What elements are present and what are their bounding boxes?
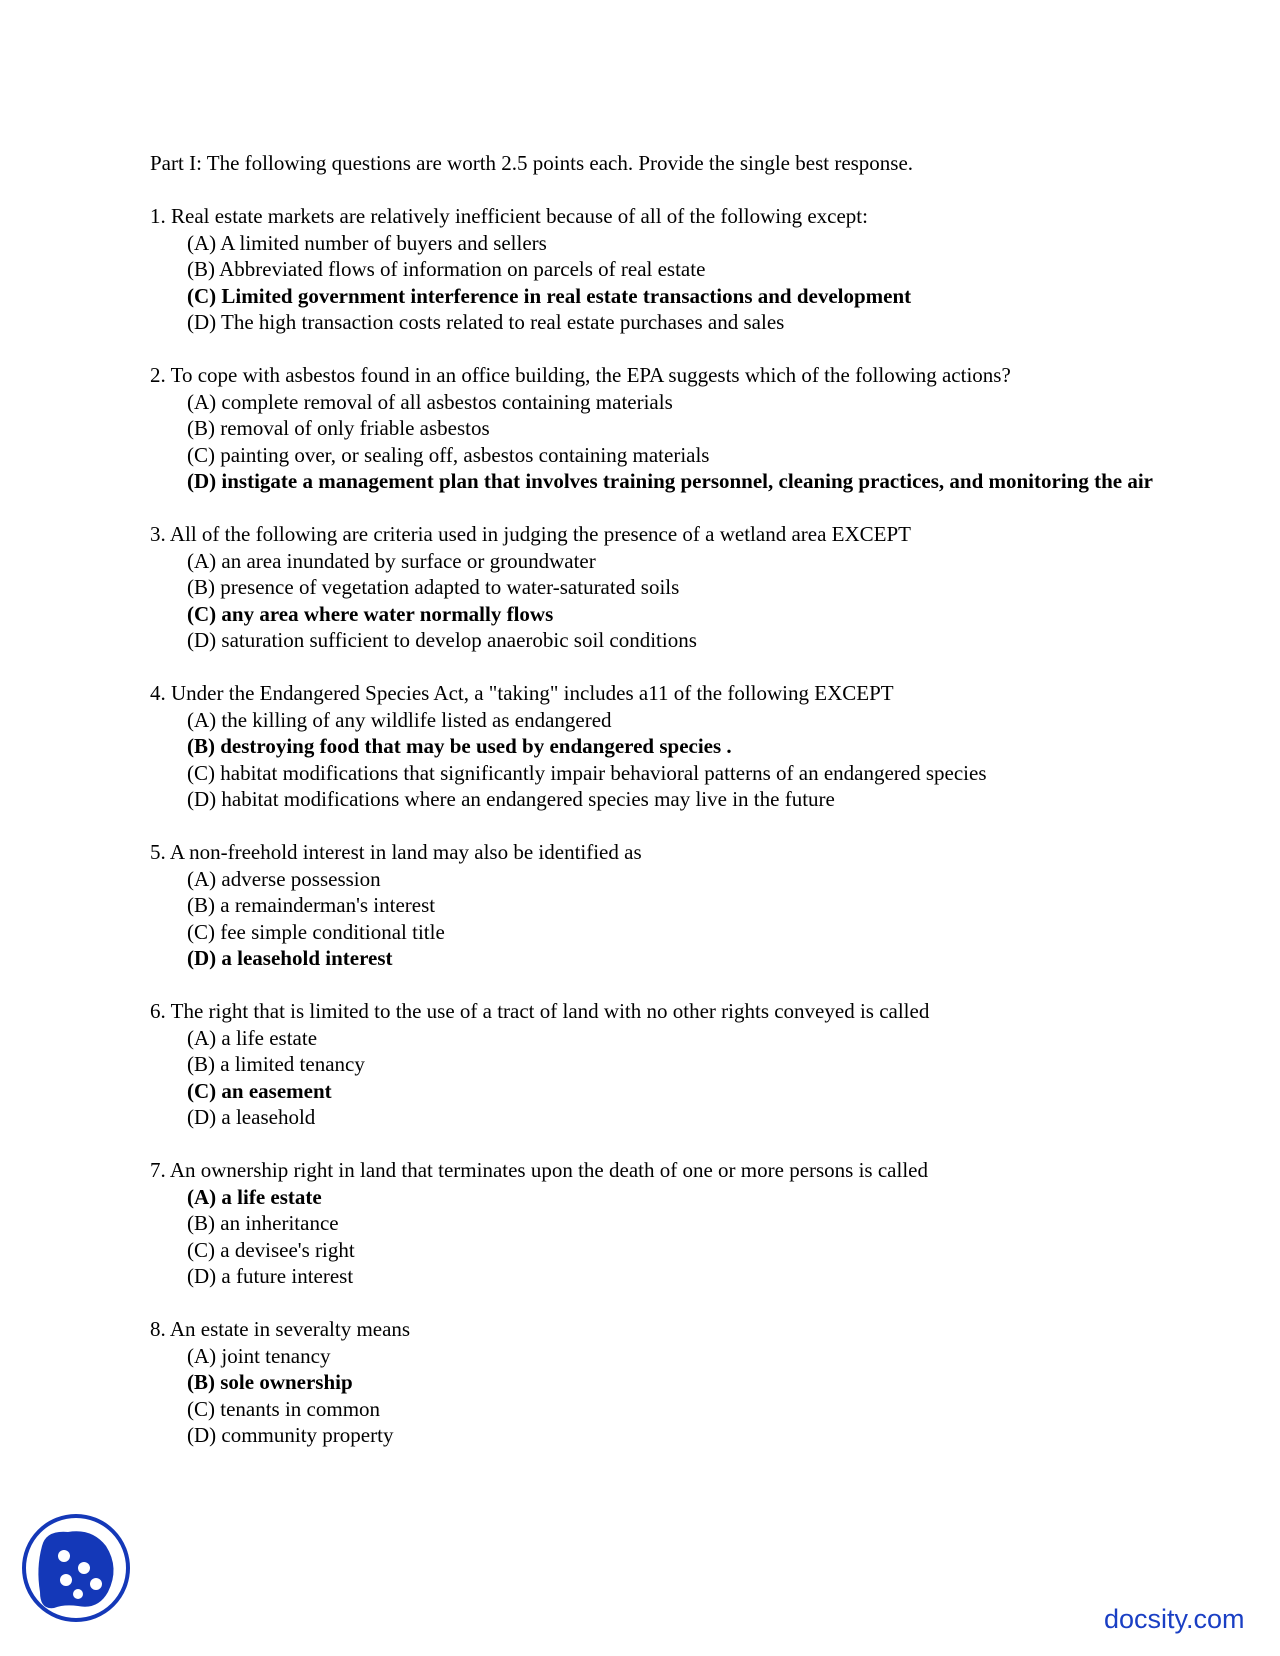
answer-option: (D) community property (187, 1423, 394, 1447)
answer-option: (D) habitat modifications where an endangered species may live in the future (187, 787, 835, 811)
correct-answer-option: (C) an easement (187, 1078, 332, 1103)
correct-answer-option: (A) a life estate (187, 1184, 322, 1209)
answer-option: (D) a leasehold (187, 1105, 316, 1129)
answer-options (150, 548, 1160, 654)
correct-answer-option: (B) destroying food that may be used by endangered species . (187, 734, 732, 758)
answer-option: (A) complete removal of all asbestos containing materials (187, 389, 673, 414)
question-3 (150, 521, 1160, 654)
question-text: 3. All of the following are criteria used in judging the presence of a wetland area EXCEPT (150, 522, 912, 546)
question-text: 5. A non-freehold interest in land may also be identified as (150, 840, 642, 864)
answer-option: (B) a limited tenancy (187, 1052, 365, 1076)
answer-option: (A) a life estate (187, 1025, 318, 1050)
answer-option: (C) fee simple conditional title (187, 919, 445, 944)
answer-option: (C) a devisee's right (187, 1237, 355, 1262)
correct-answer-option: (D) a leasehold interest (187, 946, 393, 970)
document-page (150, 150, 1160, 1475)
question-2 (150, 362, 1160, 495)
question-text: 8. An estate in severalty means (150, 1317, 411, 1341)
answer-option: (A) adverse possession (187, 866, 381, 891)
answer-options (150, 1343, 1160, 1449)
answer-option: (B) presence of vegetation adapted to water-saturated soils (187, 575, 680, 599)
instructions: Part I: The following questions are worth 2.5 points each. Provide the single best response. (150, 151, 914, 175)
correct-answer-option: (C) any area where water normally flows (187, 601, 554, 626)
answer-option: (D) saturation sufficient to develop anaerobic soil conditions (187, 628, 697, 652)
question-5 (150, 839, 1160, 972)
answer-option: (C) tenants in common (187, 1396, 381, 1421)
correct-answer-option: (B) sole ownership (187, 1370, 353, 1394)
question-text: 1. Real estate markets are relatively inefficient because of all of the following except: (150, 204, 868, 228)
answer-option: (C) habitat modifications that significantly impair behavioral patterns of an endangered species (187, 760, 987, 785)
answer-option: (C) painting over, or sealing off, asbestos containing materials (187, 442, 710, 467)
question-text: 2. To cope with asbestos found in an office building, the EPA suggests which of the following actions? (150, 363, 1011, 387)
answer-option: (A) joint tenancy (187, 1343, 331, 1368)
question-7 (150, 1157, 1160, 1290)
answer-option: (B) removal of only friable asbestos (187, 416, 490, 440)
answer-option: (A) A limited number of buyers and sellers (187, 230, 547, 255)
question-4 (150, 680, 1160, 813)
answer-options (150, 866, 1160, 972)
answer-option: (D) a future interest (187, 1264, 354, 1288)
question-1 (150, 203, 1160, 336)
answer-option: (B) Abbreviated flows of information on parcels of real estate (187, 257, 706, 281)
question-text: 6. The right that is limited to the use of a tract of land with no other rights conveyed is called (150, 999, 930, 1023)
answer-options (150, 230, 1160, 336)
answer-options (150, 707, 1160, 813)
question-8 (150, 1316, 1160, 1449)
docsity-brand-link[interactable]: docsity.com (1104, 1604, 1245, 1634)
answer-option: (B) an inheritance (187, 1211, 339, 1235)
answer-option: (D) The high transaction costs related to real estate purchases and sales (187, 310, 785, 334)
correct-answer-option: (C) Limited government interference in real estate transactions and development (187, 283, 912, 308)
docsity-logo-icon (20, 1512, 132, 1624)
question-text: 7. An ownership right in land that terminates upon the death of one or more persons is called (150, 1158, 928, 1182)
question-text: 4. Under the Endangered Species Act, a "taking" includes a11 of the following EXCEPT (150, 681, 894, 705)
answer-option: (A) an area inundated by surface or groundwater (187, 548, 596, 573)
answer-options (150, 1025, 1160, 1131)
answer-option: (B) a remainderman's interest (187, 893, 436, 917)
question-6 (150, 998, 1160, 1131)
question-list (150, 203, 1160, 1449)
answer-options (150, 1184, 1160, 1290)
answer-options (150, 389, 1160, 495)
answer-option: (A) the killing of any wildlife listed as endangered (187, 707, 612, 732)
correct-answer-option: (D) instigate a management plan that involves training personnel, cleaning practices, and monitoring the air (187, 469, 1153, 493)
